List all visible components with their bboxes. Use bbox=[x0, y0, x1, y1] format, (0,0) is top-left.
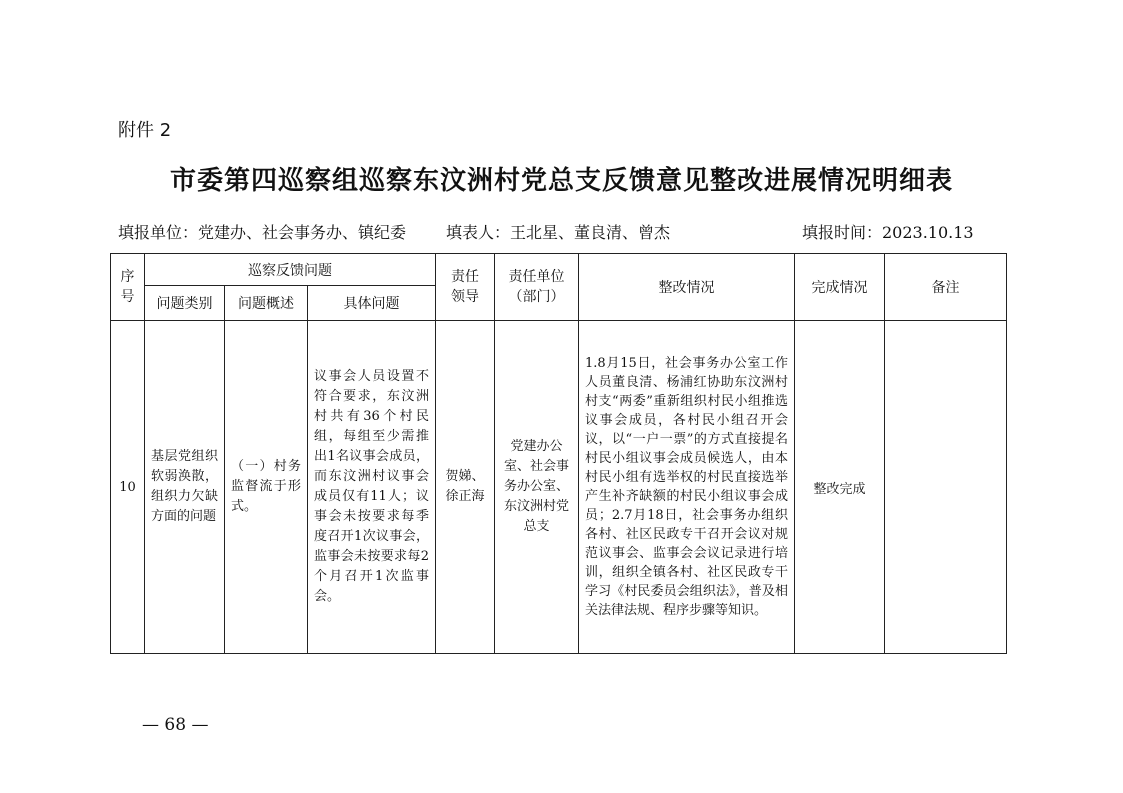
document-title: 市委第四巡察组巡察东汶洲村党总支反馈意见整改进展情况明细表 bbox=[169, 166, 953, 196]
header-remarks: 备注 bbox=[885, 254, 1007, 321]
cell-category: 基层党组织软弱涣散，组织力欠缺方面的问题 bbox=[145, 321, 225, 654]
header-specific: 具体问题 bbox=[308, 286, 436, 321]
table-row bbox=[111, 321, 1007, 654]
filing-time: 填报时间：2023.10.13 bbox=[802, 223, 974, 242]
header-leader: 责任领导 bbox=[436, 254, 495, 321]
header-rectification: 整改情况 bbox=[579, 254, 795, 321]
cell-specific: 议事会人员设置不符合要求，东汶洲村共有36个村民组，每组至少需推出1名议事会成员，而东汶洲村议事会成员仅有11人；议事会未按要求每季度召开1次议事会，监事会未按要求每2个月召开1次监事会。 bbox=[308, 321, 436, 654]
filled-by: 填表人：王北星、董良清、曾杰 bbox=[446, 223, 671, 242]
cell-rectification: 1.8月15日，社会事务办公室工作人员董良清、杨浦红协助东汶洲村村支“两委”重新组织村民小组推选议事会成员，各村民小组召开会议，以“一户一票”的方式直接提名村民小组议事会成员候选人，由本村民小组有选举权的村民直接选举产生补齐缺额的村民小组议事会成员；2.7月18日，社会事务办组织各村、社区民政专干召开会议对规范议事会、监事会会议记录进行培训，组织全镇各村、社区民政专干学习《村民委员会组织法》，普及相关法律法规、程序步骤等知识。 bbox=[579, 321, 795, 654]
header-category: 问题类别 bbox=[145, 286, 225, 321]
cell-summary: （一）村务监督流于形式。 bbox=[225, 321, 308, 654]
cell-leader: 贺娣、徐正海 bbox=[436, 321, 495, 654]
cell-seq: 10 bbox=[111, 321, 145, 654]
cell-unit: 党建办公室、社会事务办公室、东汶洲村党总支 bbox=[495, 321, 579, 654]
header-completion: 完成情况 bbox=[795, 254, 885, 321]
header-feedback-group: 巡察反馈问题 bbox=[145, 254, 436, 286]
cell-remarks bbox=[885, 321, 1007, 654]
header-unit: 责任单位（部门） bbox=[495, 254, 579, 321]
filing-unit: 填报单位：党建办、社会事务办、镇纪委 bbox=[118, 223, 407, 242]
attachment-label: 附件 2 bbox=[118, 120, 172, 141]
cell-completion: 整改完成 bbox=[795, 321, 885, 654]
page-number: — 68 — bbox=[142, 715, 209, 735]
rectification-table bbox=[110, 253, 1007, 654]
header-summary: 问题概述 bbox=[225, 286, 308, 321]
header-seq: 序号 bbox=[111, 254, 145, 321]
